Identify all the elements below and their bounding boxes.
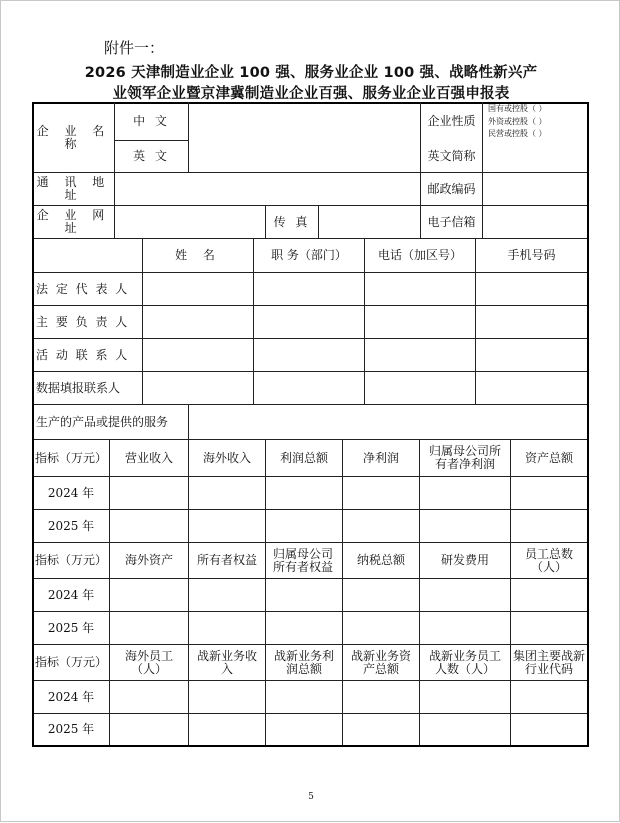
postcode-field[interactable] <box>483 173 587 205</box>
email-label: 电子信箱 <box>427 214 476 229</box>
col-parent-net-profit: 归属母公司所有者净利润 <box>428 444 501 471</box>
year-2025-row-1: 2025 年 <box>47 518 95 533</box>
contact-header-position: 职 务（部门） <box>271 248 347 262</box>
english-name-label: 英 文 <box>133 149 170 163</box>
col-overseas-employees: 海外员工（人） <box>124 648 173 676</box>
products-services-label: 生产的产品或提供的服务 <box>36 414 169 429</box>
company-name-label: 企 业 名 称 <box>36 123 111 151</box>
address-field[interactable] <box>115 173 420 205</box>
activity-contact-label: 活 动 联 系 人 <box>36 347 130 362</box>
form-title-line-1: 2026 天津制造业企业 100 强、服务业企业 100 强、战略性新兴产 <box>84 65 538 81</box>
year-2025-row-3: 2025 年 <box>47 722 95 736</box>
col-overseas-assets: 海外资产 <box>124 553 173 567</box>
products-services-field[interactable] <box>189 405 587 439</box>
indicator-label-3: 指标（万元） <box>34 655 107 669</box>
data-contact-label: 数据填报联系人 <box>36 380 121 395</box>
contact-header-name: 姓 名 <box>175 248 221 262</box>
col-sei-profit: 战新业务利润总额 <box>274 648 335 676</box>
website-label: 企 业 网 址 <box>36 208 111 235</box>
chinese-name-field[interactable] <box>189 103 420 140</box>
fax-field[interactable] <box>319 206 420 238</box>
col-rd-expense: 研发费用 <box>440 553 489 567</box>
col-total-assets: 资产总额 <box>524 450 573 465</box>
chinese-name-label: 中 文 <box>133 114 170 128</box>
ownership-options[interactable] <box>488 103 547 141</box>
english-short-name-field[interactable] <box>483 141 587 172</box>
year-2024-row-3: 2024 年 <box>47 689 95 704</box>
year-2024-row-1: 2024 年 <box>47 485 95 500</box>
english-name-field[interactable] <box>189 141 420 172</box>
col-sei-industry-code: 集团主要战新行业代码 <box>513 648 586 676</box>
col-total-employees: 员工总数（人） <box>524 546 573 574</box>
legal-representative-label: 法 定 代 表 人 <box>36 281 130 296</box>
fax-label: 传 真 <box>273 214 311 229</box>
col-overseas-revenue: 海外收入 <box>202 450 251 465</box>
year-2024-row-2: 2024 年 <box>47 587 95 602</box>
col-revenue: 营业收入 <box>124 450 173 465</box>
col-owners-equity: 所有者权益 <box>196 553 257 567</box>
indicator-label-2: 指标（万元） <box>34 553 107 567</box>
contact-header-phone: 电话（加区号） <box>377 248 462 262</box>
address-label: 通 讯 地 址 <box>36 175 111 202</box>
form-title-line-2: 业领军企业暨京津冀制造业企业百强、服务业企业百强申报表 <box>112 86 510 102</box>
ownership-option-foreign[interactable]: 外资或控股（ ） <box>488 116 547 126</box>
postcode-label: 邮政编码 <box>427 181 476 196</box>
website-field[interactable] <box>115 206 265 238</box>
english-short-name-label: 英文简称 <box>427 149 476 163</box>
col-sei-revenue: 战新业务收入 <box>197 648 258 676</box>
ownership-option-state[interactable]: 国有或控股（ ） <box>488 104 547 113</box>
ownership-option-private[interactable]: 民营或控股（ ） <box>488 129 547 138</box>
col-parent-owners-equity: 归属母公司所有者权益 <box>272 546 333 574</box>
attachment-label: 附件一： <box>104 39 165 57</box>
company-nature-label: 企业性质 <box>427 114 476 128</box>
indicator-label-1: 指标（万元） <box>34 450 107 465</box>
year-2025-row-2: 2025 年 <box>47 620 95 635</box>
col-sei-employees: 战新业务员工人数（人） <box>428 648 501 676</box>
col-net-profit: 净利润 <box>362 450 399 465</box>
page-number: 5 <box>308 792 314 802</box>
col-sei-assets: 战新业务资产总额 <box>351 648 412 676</box>
principal-label: 主 要 负 责 人 <box>36 314 130 329</box>
col-total-profit: 利润总额 <box>279 450 328 465</box>
contact-header-mobile: 手机号码 <box>507 248 556 262</box>
email-field[interactable] <box>483 206 587 238</box>
col-total-tax: 纳税总额 <box>356 553 405 567</box>
